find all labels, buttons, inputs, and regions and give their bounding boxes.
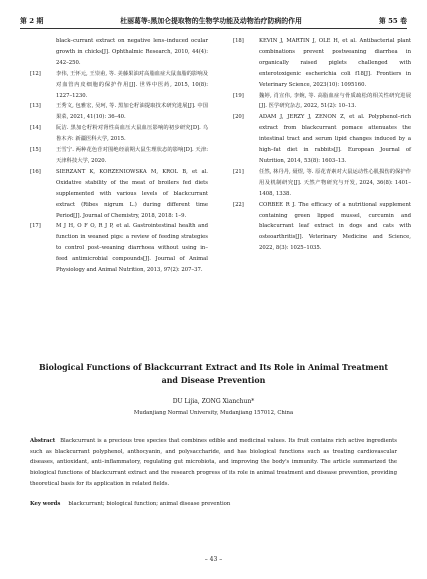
article-title: Biological Functions of Blackcurrant Extract and Its Role in Animal Treatment and Disease Prevention: [38, 363, 389, 385]
reference-number: [21]: [233, 168, 244, 175]
reference-item: [30, 123, 208, 145]
reference-item: [30, 145, 208, 167]
reference-number: [12]: [30, 70, 41, 77]
volume-label: 第 55 卷: [378, 17, 407, 25]
header-rule: [20, 28, 407, 29]
reference-text: M J H, O F O, R J P, et al. Gastrointestinal health and function in weaned pigs: a review of feeding strategies to control post–weaning diarrhoea without using in–feed antimicrobial compounds[J]. Journal of Animal Physiology and Animal Nutrition, 2013, 97(2): 207–37.: [56, 223, 208, 274]
reference-text: 阮洁. 黑加仑籽粉对肾性高血压大鼠血压影响的初步研究[D]. 乌鲁木齐: 新疆医科大学, 2015.: [56, 125, 208, 143]
reference-item: [233, 91, 411, 113]
keywords-line: [30, 499, 397, 510]
reference-item: [30, 167, 208, 222]
reference-number: [18]: [233, 38, 244, 44]
issue-label: 第 2 期: [20, 17, 44, 25]
abstract-label: Abstract: [30, 438, 56, 444]
reference-item: [30, 221, 208, 276]
keywords-label: Key words: [30, 501, 61, 507]
reference-number: [19]: [233, 92, 244, 99]
reference-item: [233, 112, 411, 167]
running-header: [20, 9, 407, 25]
reference-number: [16]: [30, 168, 41, 175]
references-right-column: [233, 36, 411, 254]
reference-text: 任然, 林丹丹, 聂煜, 等. 原花青素对大鼠运动性心肌损伤的保护作用及机制研究[J]. 天然产物研究与开发, 2024, 36(8): 1401–1408, 1338.: [259, 168, 411, 197]
page-number: – 43 –: [204, 556, 223, 563]
reference-item: [233, 167, 411, 200]
reference-text: 魏婷, 肖宣伟, 李婉, 等. 高脂血症与骨质疏松的相关性研究进展[J]. 医学研究杂志, 2022, 51(2): 10–13.: [259, 92, 411, 110]
reference-number: [14]: [30, 125, 41, 132]
reference-text: KEVIN J, MARTIN J, OLE H, et al. Antibacterial plant combinations prevent postweaning diarrhea in organically raised piglets challenged with enterotoxigenic escherichia coli f18[J]. Frontiers in Veterinary Science, 2023(10): 1095160.: [259, 38, 411, 88]
keywords-text: blackcurrant; biological function; animal disease prevention: [68, 501, 231, 507]
reference-number: [13]: [30, 103, 41, 110]
running-title: 杜丽葛等:黑加仑提取物的生物学功能及动物治疗防病的作用: [120, 17, 302, 25]
article-affiliation: Mudanjiang Normal University, Mudanjiang 157012, China: [133, 410, 294, 416]
reference-text: SIERZANT K, KORZENIOWSKA M, KROL B, et al. Oxidative stability of the meat of broilers fed diets supplemented with various levels of blackcurrant extract (Ribes nigrum L.) during different time Period[J]. Journal of Chemistry, 2018, 2018: 1–9.: [56, 168, 208, 219]
reference-continuation: black–currant extract on negative lens–induced ocular growth in chicks[J]. Ophthalmic Research, 2010, 44(4): 242–250.: [56, 38, 208, 66]
abstract-paragraph: [30, 436, 397, 490]
reference-item: [30, 101, 208, 123]
references-left-column: [30, 36, 208, 276]
abstract-text: Blackcurrant is a precious tree species that combines edible and medicinal values. Its fruit contains rich active ingredients such as blackcurrant polyphenol, anthocyanin, and polysaccharide, and has biological functions such as treating cardiovascular diseases, antioxidant, anti–inflammatory, regulating gut microbiota, and improving the body's immunity. The article summarized the biological functions of blackcurrant extract and the research progress of its role in animal treatment and disease prevention, providing theoretical basis for its application in related fields.: [30, 438, 397, 487]
reference-number: [15]: [30, 147, 41, 154]
reference-item: [233, 200, 411, 255]
reference-item: [30, 69, 208, 102]
reference-text: ADAM J, JERZY J, ZENON Z, et al. Polyphenol–rich extract from blackcurrant pomace attenuates the intestinal tract and serum lipid changes induced by a high–fat diet in rabbits[J]. European Journal of Nutrition, 2014, 53(8): 1603–13.: [259, 114, 411, 164]
reference-text: CORBEE R J. The efficacy of a nutritional supplement containing green lipped mussel, curcumin and blackcurrant leaf extract in dogs and cats with osteoarthritis[J]. Veterinary Medicine and Science, 2022, 8(3): 1025–1035.: [259, 201, 411, 252]
reference-number: [22]: [233, 201, 244, 208]
reference-item: [233, 36, 411, 91]
reference-text: 王雪宁. 两种花色苷对围绝经前期大鼠生理状态的影响[D]. 天津: 天津科技大学, 2020.: [56, 147, 208, 164]
reference-text: 李伟, 王怀元, 王崇甫, 等. 美藤果油对高脂血症大鼠血脂的影响及对血管内皮细胞的保护作用[J]. 世界中医药, 2015, 10(8): 1227–1230.: [56, 70, 208, 99]
reference-text: 王秀文, 包雅宏, 吴珂, 等. 黑加仑籽油提取技术研究进展[J]. 中国果菜, 2021, 41(10): 36–40.: [56, 103, 208, 121]
article-authors: DU Lijia, ZONG Xianchun*: [172, 398, 255, 405]
reference-number: [17]: [30, 223, 41, 230]
reference-number: [20]: [233, 114, 244, 121]
